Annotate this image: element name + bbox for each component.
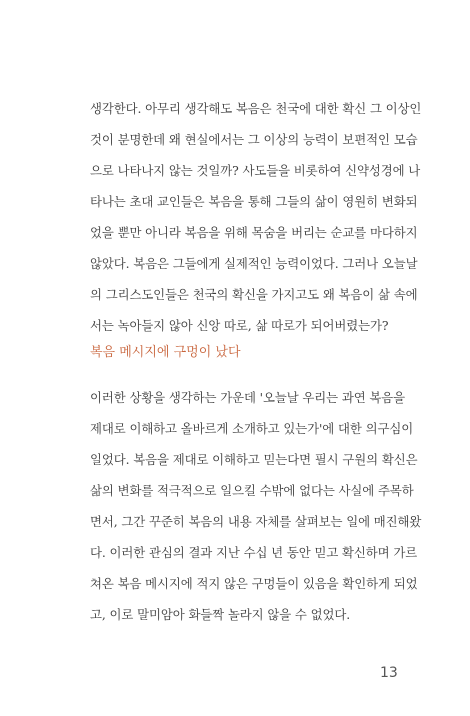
text-line: 생각한다. 아무리 생각해도 복음은 천국에 대한 확신 그 이상인 (90, 101, 422, 116)
page-number: 13 (380, 665, 398, 681)
text-line: 의 그리스도인들은 천국의 확신을 가지고도 왜 복음이 삶 속에 (90, 287, 418, 302)
text-line: 다. 이러한 관심의 결과 지난 수십 년 동안 믿고 확신하며 가르 (90, 545, 418, 560)
text-line: 고, 이로 말미암아 화들짝 놀라지 않을 수 없었다. (90, 607, 351, 622)
text-line: 서는 녹아들지 않아 신앙 따로, 삶 따로가 되어버렸는가? (90, 318, 389, 333)
text-line: 면서, 그간 꾸준히 복음의 내용 자체를 살펴보는 일에 매진해왔 (90, 514, 422, 529)
text-line: 삶의 변화를 적극적으로 일으킬 수밖에 없다는 사실에 주목하 (90, 483, 414, 498)
text-line: 쳐온 복음 메시지에 적지 않은 구멍들이 있음을 확인하게 되었 (90, 576, 418, 591)
body-paragraph-1 (90, 93, 422, 341)
text-line: 었을 뿐만 아니라 복음을 위해 목숨을 버리는 순교를 마다하지 (90, 225, 418, 240)
text-line: 것이 분명한데 왜 현실에서는 그 이상의 능력이 보편적인 모습 (90, 132, 418, 147)
body-paragraph-2 (90, 382, 422, 630)
text-line: 이러한 상황을 생각하는 가운데 '오늘날 우리는 과연 복음을 (90, 390, 406, 405)
text-line: 않았다. 복음은 그들에게 실제적인 능력이었다. 그러나 오늘날 (90, 256, 418, 271)
text-line: 으로 나타나지 않는 것일까? 사도들을 비롯하여 신약성경에 나 (90, 163, 421, 178)
text-line: 타나는 초대 교인들은 복음을 통해 그들의 삶이 영원히 변화되 (90, 194, 418, 209)
text-line: 제대로 이해하고 올바르게 소개하고 있는가'에 대한 의구심이 (90, 421, 414, 436)
section-heading: 복음 메시지에 구멍이 났다 (90, 345, 241, 360)
text-line: 일었다. 복음을 제대로 이해하고 믿는다면 필시 구원의 확신은 (90, 452, 418, 467)
